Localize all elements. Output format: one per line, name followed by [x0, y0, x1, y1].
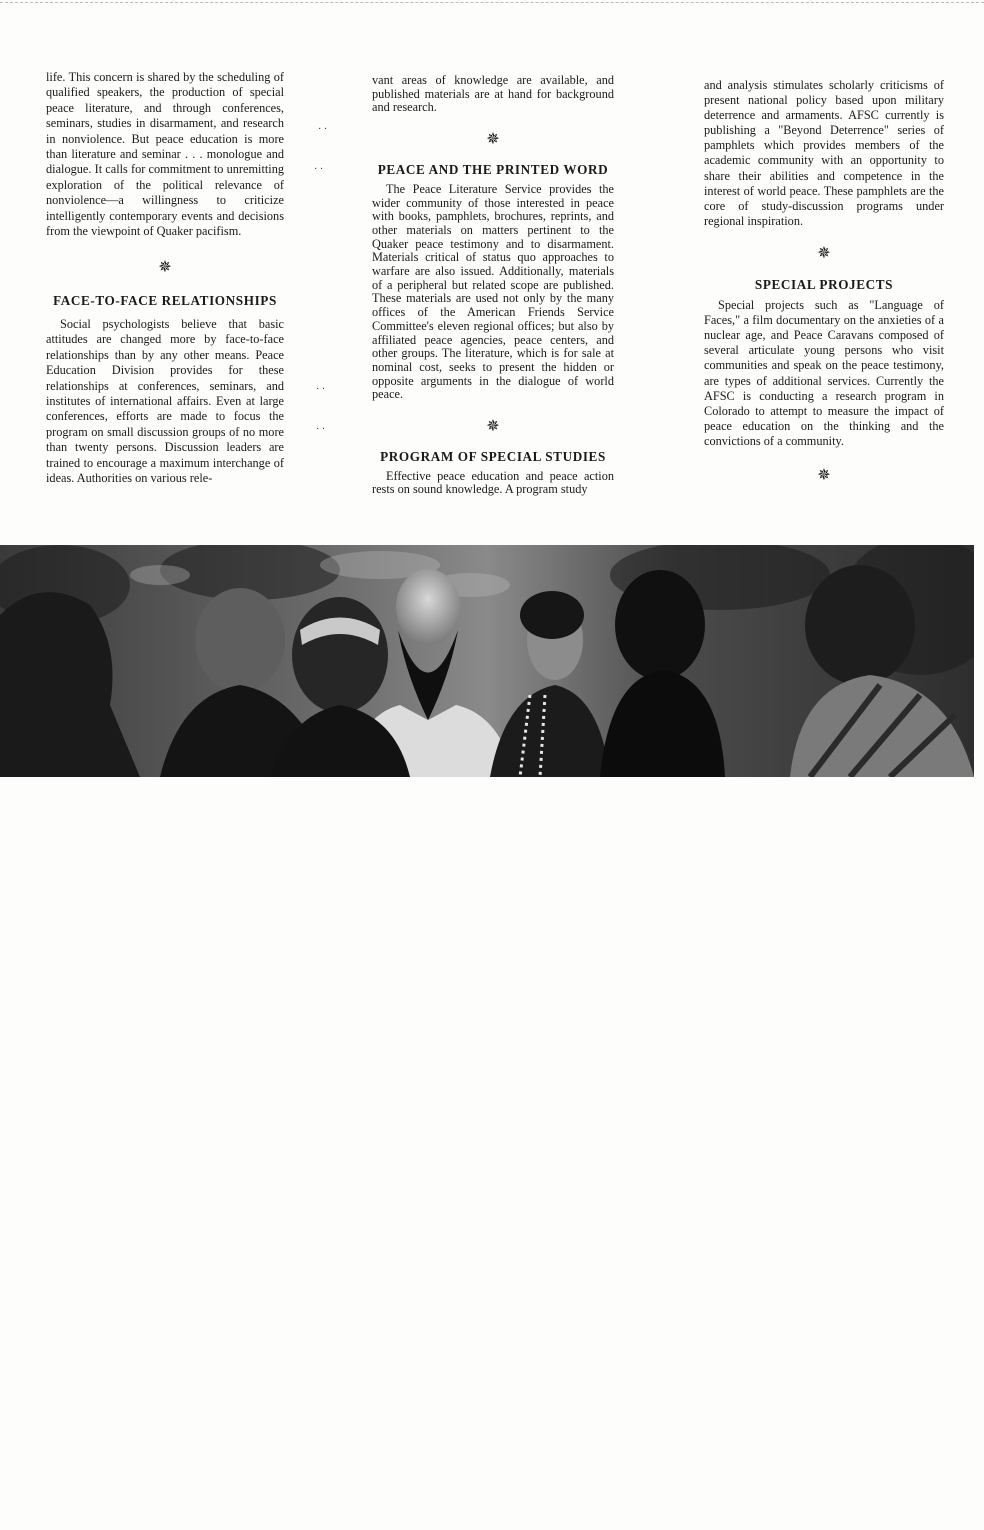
column-1 — [46, 70, 284, 486]
column-1-paragraph-1: life. This concern is shared by the scheduling of qualified speakers, the production of special peace literature, and through conferences, seminars, studies in disarmament, and research in nonviolence. But peace education is more than literature and seminar . . . monologue and dialogue. It calls for commitment to unremitting exploration of the political relevance of nonviolence—a willingness to criticize intelligently contemporary events and decisions from the viewpoint of Quaker pacifism. — [46, 70, 284, 239]
heading-special-studies: PROGRAM OF SPECIAL STUDIES — [380, 449, 606, 465]
heading-face-to-face: FACE-TO-FACE RELATIONSHIPS — [53, 293, 277, 309]
column-3-paragraph-2: Special projects such as "Language of Faces," a film documentary on the anxieties of a nuclear age, and Peace Caravans composed of several articulate young persons who visit communities and speak on the peace testimony, are types of additional services. Currently the AFSC is conducting a research program in Colorado to attempt to measure the impact of peace education on the thinking and the convictions of a community. — [704, 298, 944, 448]
margin-mark: · · — [316, 384, 326, 395]
photo-illustration — [0, 545, 974, 777]
column-2-paragraph-1: vant areas of knowledge are available, and published materials are at hand for background and research. — [372, 73, 614, 115]
column-2-paragraph-3: Effective peace education and peace action rests on sound knowledge. A program study — [372, 468, 614, 497]
ornament-icon: ✵ — [486, 418, 500, 436]
margin-mark: · · — [318, 124, 328, 135]
column-3-paragraph-1: and analysis stimulates scholarly criticisms of present national policy based upon military deterrence and armaments. AFSC currently is publishing a "Beyond Deterrence" series of pamphlets which provides members of the academic community with an opportunity to share their abilities and competence in the interest of world peace. These pamphlets are the core of study-discussion programs under regional inspiration. — [704, 78, 944, 228]
ornament-icon: ✵ — [486, 131, 500, 149]
ornament-icon: ✵ — [817, 244, 831, 262]
column-2 — [372, 74, 614, 497]
ornament-icon: ✵ — [158, 259, 172, 277]
column-3 — [704, 78, 944, 485]
column-2-paragraph-2: The Peace Literature Service provides the wider community of those interested in peace with books, pamphlets, brochures, reprints, and other materials on matters pertinent to the Quaker peace testimony and to disarmament. Materials critical of status quo approaches to warfare are also issued. Additionally, materials of a peripheral but related scope are published. These materials are used not only by the many offices of the American Friends Service Committee's eleven regional offices; but also by affiliated peace agencies, peace centers, and other groups. The literature, which is for sale at nominal cost, seeks to present the hidden or opposite arguments in the dialogue of world peace. — [372, 181, 614, 402]
margin-mark: · · — [314, 164, 324, 175]
page-top-rule — [0, 2, 984, 3]
heading-special-projects: SPECIAL PROJECTS — [754, 276, 894, 292]
group-discussion-photo — [0, 545, 974, 777]
column-1-paragraph-2: Social psychologists believe that basic attitudes are changed more by face-to-face relationships than by any other means. Peace Education Division provides for these relationships at conferences, seminars, and institutes of international affairs. Even at large conferences, efforts are made to focus the program on small discussion groups of no more than twenty persons. Discussion leaders are trained to encourage a maximum interchange of ideas. Authorities on various rele- — [46, 316, 284, 485]
margin-mark: · · — [316, 424, 326, 435]
heading-peace-printed-word: PEACE AND THE PRINTED WORD — [377, 162, 609, 178]
ornament-icon: ✵ — [817, 466, 831, 484]
